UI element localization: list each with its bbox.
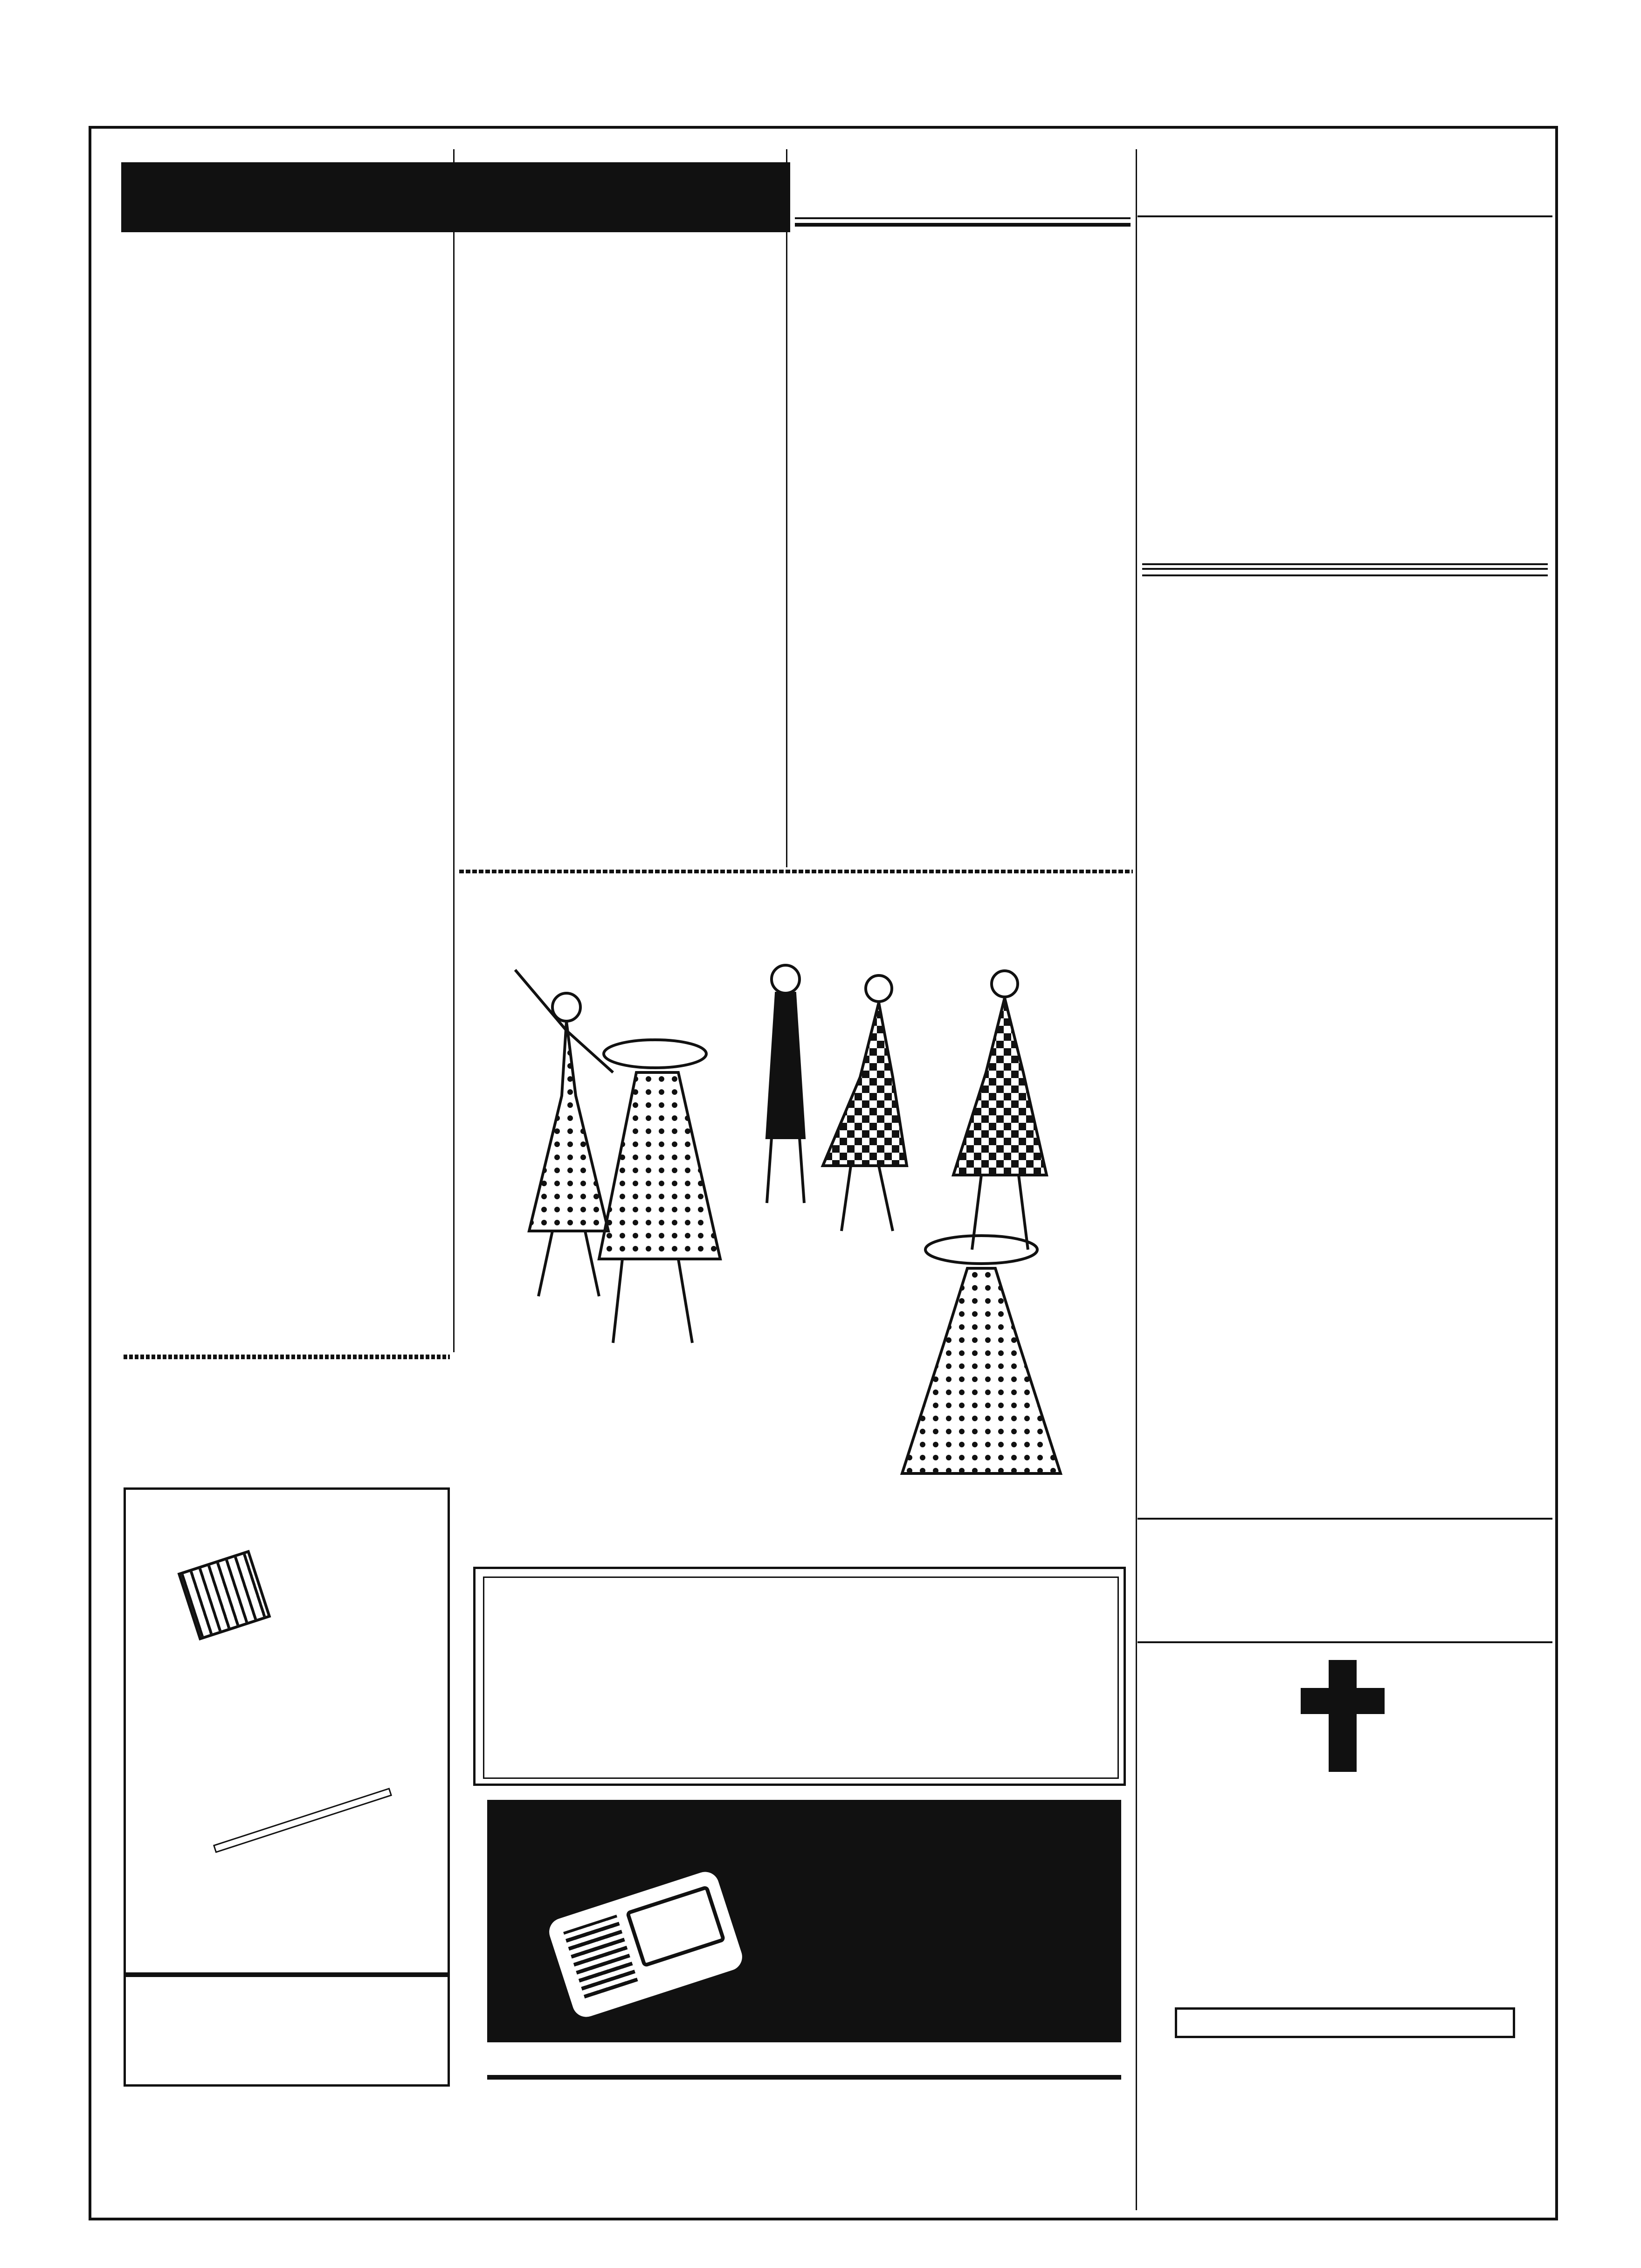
cross-icon xyxy=(1329,1660,1357,1772)
crossword-grid xyxy=(1149,238,1550,555)
flazpol-ad xyxy=(473,1567,1126,1786)
jantar-title xyxy=(795,217,1131,219)
ruas-title xyxy=(1142,568,1548,570)
echophone-ad xyxy=(487,1800,1121,2080)
figure-couple-man xyxy=(767,965,804,1203)
figurino-ad xyxy=(459,877,1133,1548)
cross-icon-bar xyxy=(1301,1688,1385,1714)
figure-dancer-left xyxy=(515,970,613,1296)
vulcalino-ad xyxy=(124,1487,450,1975)
passeios-title xyxy=(795,223,1131,227)
figure-right xyxy=(953,971,1047,1250)
figure-hat-center xyxy=(599,1040,720,1343)
agencia-box xyxy=(1175,2007,1515,2038)
parasol-icon xyxy=(177,1550,271,1641)
diario-logo xyxy=(121,162,790,232)
radio-icon xyxy=(545,1868,745,2021)
figure-walker xyxy=(823,975,907,1231)
figure-back xyxy=(902,1236,1061,1473)
vulcalino-script xyxy=(213,1788,392,1853)
solution-title xyxy=(1142,563,1548,565)
vulcalino-distributor xyxy=(124,1975,450,2087)
fashion-illustration xyxy=(459,877,1133,1483)
echophone-footer xyxy=(487,2042,1121,2075)
revista-title xyxy=(1142,574,1548,576)
